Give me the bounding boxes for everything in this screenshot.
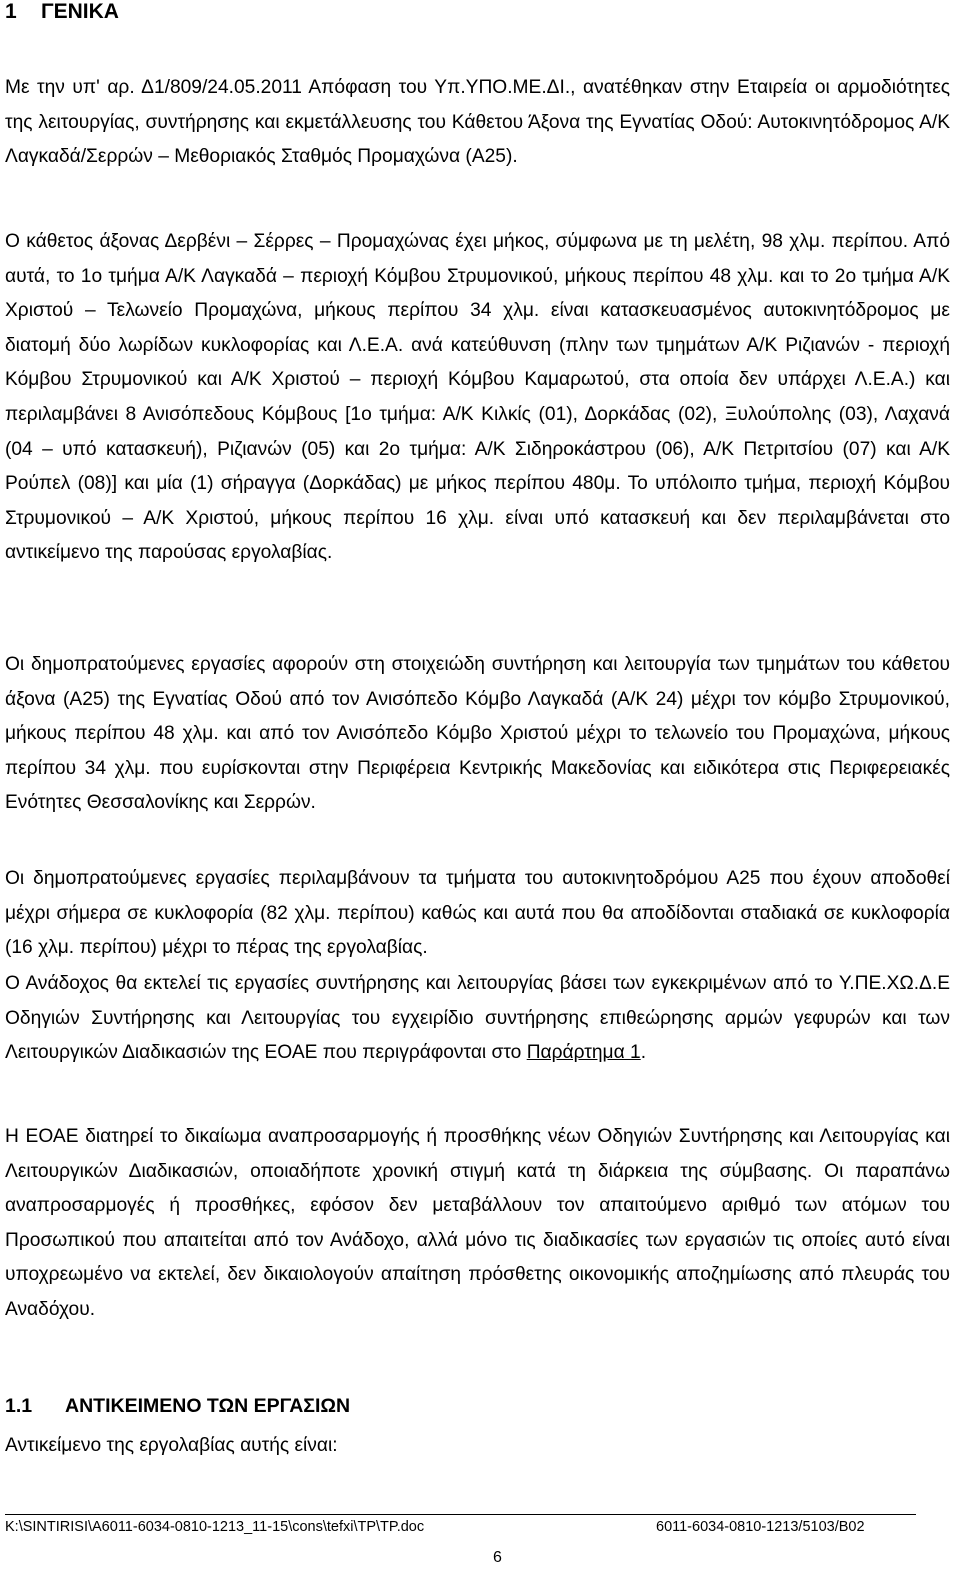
paragraph-tendered-works: Οι δημοπρατούμενες εργασίες αφορούν στη στοιχειώδη συντήρηση και λειτουργία των τμημάτων του κάθετου άξονα (Α25) της Εγνατίας Οδού από τον Ανισόπεδο Κόμβο Λαγκαδά (Α/Κ 24) μέχρι τον κόμβο Στρυμονικού, μήκους περίπου 48 χλμ. και από τον Ανισόπεδο Κόμβο Χριστού μέχρι το τελωνείο του Προμαχώνα, μήκους περίπου 34 χλμ. που ευρίσκονται στην Περιφέρεια Κεντρικής Μακεδονίας και ειδικότερα στις Περιφερειακές Ενότητες Θεσσαλονίκης και Σερρών. [5, 654, 950, 814]
subsection-intro: Αντικείμενο της εργολαβίας αυτής είναι: [5, 1435, 338, 1456]
section-heading [5, 0, 119, 24]
paragraph-eoae-rights: Η ΕΟΑΕ διατηρεί το δικαίωμα αναπροσαρμογής ή προσθήκης νέων Οδηγιών Συντήρησης και Λειτουργίας και Λειτουργικών Διαδικασιών, οποιαδήποτε χρονική στιγμή κατά τη διάρκεια της σύμβασης. Οι παραπάνω αναπροσαρμογές ή προσθήκες, εφόσον δεν μεταβάλλουν τον απαιτούμενο αριθμό των ατόμων του Προσωπικού που απαιτείται από τον Ανάδοχο, αλλά μόνο τις διαδικασίες των εργασιών τις οποίες αυτό είναι υποχρεωμένο να εκτελεί, δεν δικαιολογούν απαίτηση πρόσθετης οικονομικής αποζημίωσης από πλευράς του Αναδόχου. [5, 1126, 950, 1320]
page-number: 6 [493, 1549, 502, 1566]
subsection-heading [5, 1392, 350, 1420]
paragraph-works-scope: Οι δημοπρατούμενες εργασίες περιλαμβάνουν τα τμήματα του αυτοκινητοδρόμου Α25 που έχουν αποδοθεί μέχρι σήμερα σε κυκλοφορία (82 χλμ. περίπου) καθώς και αυτά που θα αποδίδονται σταδιακά σε κυκλοφορία (16 χλμ. περίπου) μέχρι το πέρας της εργολαβίας. [5, 868, 950, 959]
section-title: ΓΕΝΙΚΑ [41, 0, 119, 23]
subsection-number: 1.1 [5, 1395, 33, 1417]
annex-1-link[interactable]: Παράρτημα 1 [526, 1042, 641, 1064]
paragraph-text: Ο Ανάδοχος θα εκτελεί τις εργασίες συντήρησης και λειτουργίας βάσει των εγκεκριμένων από το Υ.ΠΕ.ΧΩ.Δ.Ε Οδηγιών Συντήρησης και Λειτουργίας του εγχειρίδιο συντήρησης επιθεώρησης αρμών γεφυρών και των Λειτουργικών Διαδικασιών της ΕΟΑΕ που περιγράφονται στο [5, 973, 950, 1064]
subsection-title: ΑΝΤΙΚΕΙΜΕΝΟ ΤΩΝ ΕΡΓΑΣΙΩΝ [65, 1395, 351, 1417]
section-number: 1 [5, 0, 17, 23]
footer-document-code: 6011-6034-0810-1213/5103/B02 [656, 1519, 865, 1535]
paragraph-assignment: Με την υπ' αρ. Δ1/809/24.05.2011 Απόφαση του Υπ.ΥΠΟ.ΜΕ.ΔΙ., ανατέθηκαν στην Εταιρεία οι αρμοδιότητες της λειτουργίας, συντήρησης και εκμετάλλευσης του Κάθετου Άξονα της Εγνατίας Οδού: Αυτοκινητόδρομος Α/Κ Λαγκαδά/Σερρών – Μεθοριακός Σταθμός Προμαχώνα (Α25). [5, 77, 950, 168]
paragraph-contractor-guidelines [5, 967, 950, 1071]
footer-divider [5, 1514, 916, 1515]
paragraph-end: . [640, 1042, 647, 1064]
paragraph-axis-description: Ο κάθετος άξονας Δερβένι – Σέρρες – Προμαχώνας έχει μήκος, σύμφωνα με τη μελέτη, 98 χλμ. περίπου. Από αυτά, το 1ο τμήμα Α/Κ Λαγκαδά – περιοχή Κόμβου Στρυμονικού, μήκους περίπου 48 χλμ. και το 2ο τμήμα Α/Κ Χριστού – Τελωνείο Προμαχώνα, μήκους περίπου 34 χλμ. είναι κατασκευασμένος αυτοκινητόδρομος με διατομή δύο λωρίδων κυκλοφορίας και Λ.Ε.Α. ανά κατεύθυνση (πλην των τμημάτων Α/Κ Ριζιανών - περιοχή Κόμβου Στρυμονικού και Α/Κ Χριστού – περιοχή Κόμβου Καμαρωτού, στα οποία δεν υπάρχει Λ.Ε.Α.) και περιλαμβάνει 8 Ανισόπεδους Κόμβους [1ο τμήμα: Α/Κ Κιλκίς (01), Δορκάδας (02), Ξυλούπολης (03), Λαχανά (04 – υπό κατασκευή), Ριζιανών (05) και 2ο τμήμα: Α/Κ Σιδηροκάστρου (06), Α/Κ Πετριτσίου (07) και Α/Κ Ρούπελ (08)] και μία (1) σήραγγα (Δορκάδας) με μήκος περίπου 480μ. Το υπόλοιπο τμήμα, περιοχή Κόμβου Στρυμονικού – Α/Κ Χριστού, μήκους περίπου 16 χλμ. είναι υπό κατασκευή και δεν περιλαμβάνεται στο αντικείμενο της παρούσας εργολαβίας. [5, 231, 950, 564]
footer-file-path: K:\SINTIRISI\A6011-6034-0810-1213_11-15\cons\tefxi\TP\TP.doc [5, 1519, 425, 1535]
